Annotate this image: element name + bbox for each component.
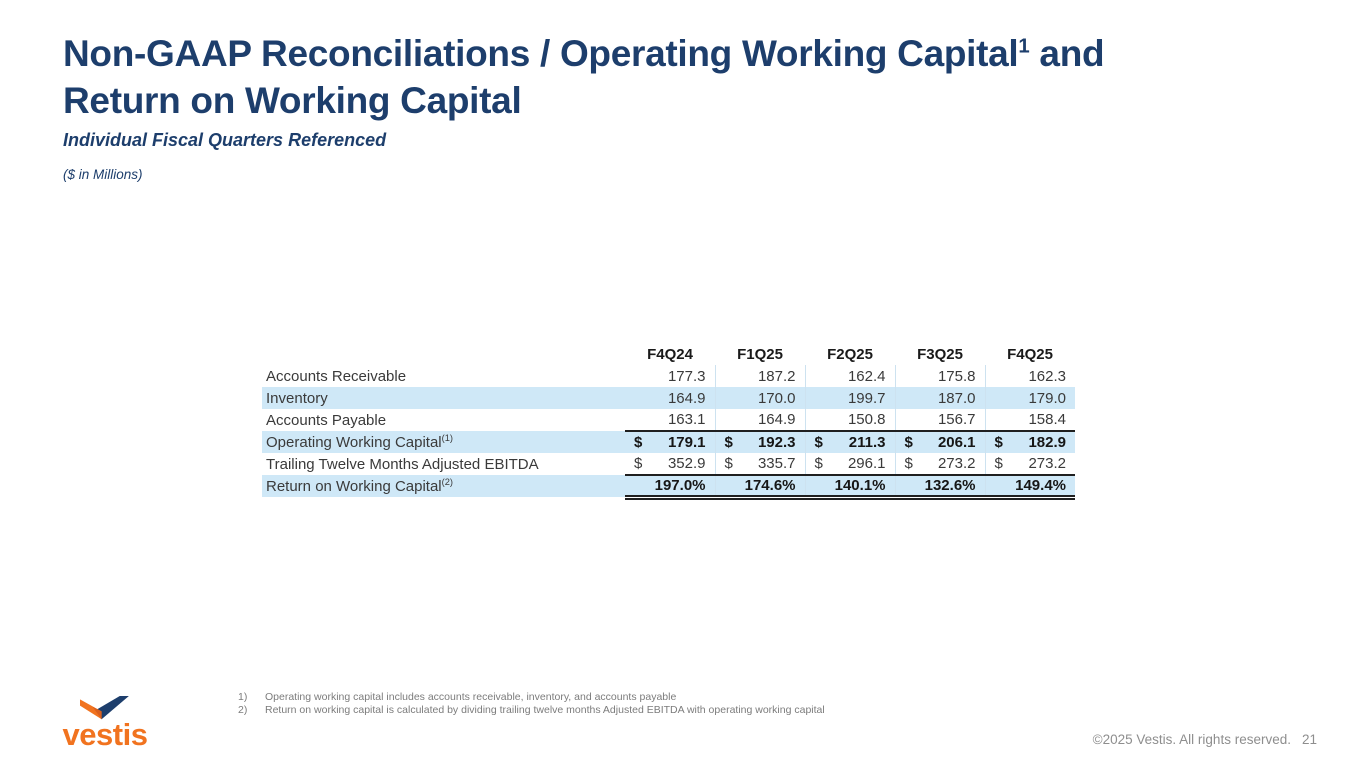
row-label: Trailing Twelve Months Adjusted EBITDA [266,455,539,473]
working-capital-table [262,343,1075,500]
value-cell: 162.3 [1028,367,1066,385]
value-cell: $ 273.2 [895,453,985,475]
table-row [262,475,1075,497]
value-cell: 156.7 [895,409,985,431]
units-note: ($ in Millions) [63,167,143,182]
row-label: Return on Working Capital$^{(2)}$ [262,475,625,497]
value-cell: $ 335.7 [715,453,805,475]
row-label: Inventory [262,387,625,409]
value-cell: 197.0% [625,475,715,497]
footnotes [238,691,825,717]
value-cell: 162.4 [805,365,895,387]
row-label: Operating Working Capital$^{(1)}$ [262,431,625,453]
value-cell: 187.2 [715,365,805,387]
value-cell: $ 296.1 [805,453,895,475]
page-title [63,30,1313,124]
value-cell: 164.9 [625,387,715,409]
title-part1: Non-GAAP Reconciliations / Operating Working Capital [63,33,1019,74]
row-label: Accounts Receivable [266,367,407,385]
column-header: F4Q24 [647,345,693,363]
value-cell: 140.1% [805,475,895,497]
value-cell: 177.3 [625,365,715,387]
value-cell: 149.4% [985,475,1075,497]
footnote: 1) Operating working capital includes accounts receivable, inventory, and accounts payable [238,691,677,703]
value-cell: 163.1 [625,409,715,431]
column-header: F4Q25 [1007,345,1053,363]
row-label: Accounts Payable [266,411,387,429]
value-cell: 132.6% [895,475,985,497]
slide-subtitle: Individual Fiscal Quarters Referenced [63,130,387,150]
column-header: F3Q25 [917,345,963,363]
value-cell: 187.0 [895,387,985,409]
table-row [262,409,1075,431]
value-cell: $ 206.1 [895,431,985,453]
value-cell: 150.8 [805,409,895,431]
title-footnote-marker: 1 [1018,35,1030,58]
footnote: 2) Return on working capital is calculated by dividing trailing twelve months Adjusted EBITDA with operating working capital [238,704,825,716]
value-cell: $ 352.9 [625,453,715,475]
value-cell: $ 211.3 [805,431,895,453]
title-part2: and [1029,33,1105,74]
table-row [262,453,1075,475]
page-number: 21 [1301,732,1317,747]
value-cell: $ 192.3 [715,431,805,453]
header-label-spacer [262,343,625,365]
value-cell: 170.0 [715,387,805,409]
vestis-logo [57,696,153,752]
value-cell: 174.6% [715,475,805,497]
title-line2: Return on Working Capital [63,80,522,121]
table-header-row [262,343,1075,365]
copyright-text: ©2025 Vestis. All rights reserved. [1092,732,1291,747]
table-row [262,387,1075,409]
column-header: F2Q25 [827,345,873,363]
value-cell: 199.7 [805,387,895,409]
value-cell: $ 179.1 [625,431,715,453]
slide-footer [1093,732,1317,747]
table-row [262,431,1075,453]
value-cell: 175.8 [895,365,985,387]
value-cell: 179.0 [985,387,1075,409]
value-cell: 164.9 [715,409,805,431]
column-header: F1Q25 [737,345,783,363]
value-cell: $ 273.2 [994,455,1066,472]
vestis-logo-text: vestis [62,717,148,752]
value-cell: $ 182.9 [985,431,1075,453]
value-cell: 158.4 [1028,411,1066,428]
table-row [262,365,1075,387]
